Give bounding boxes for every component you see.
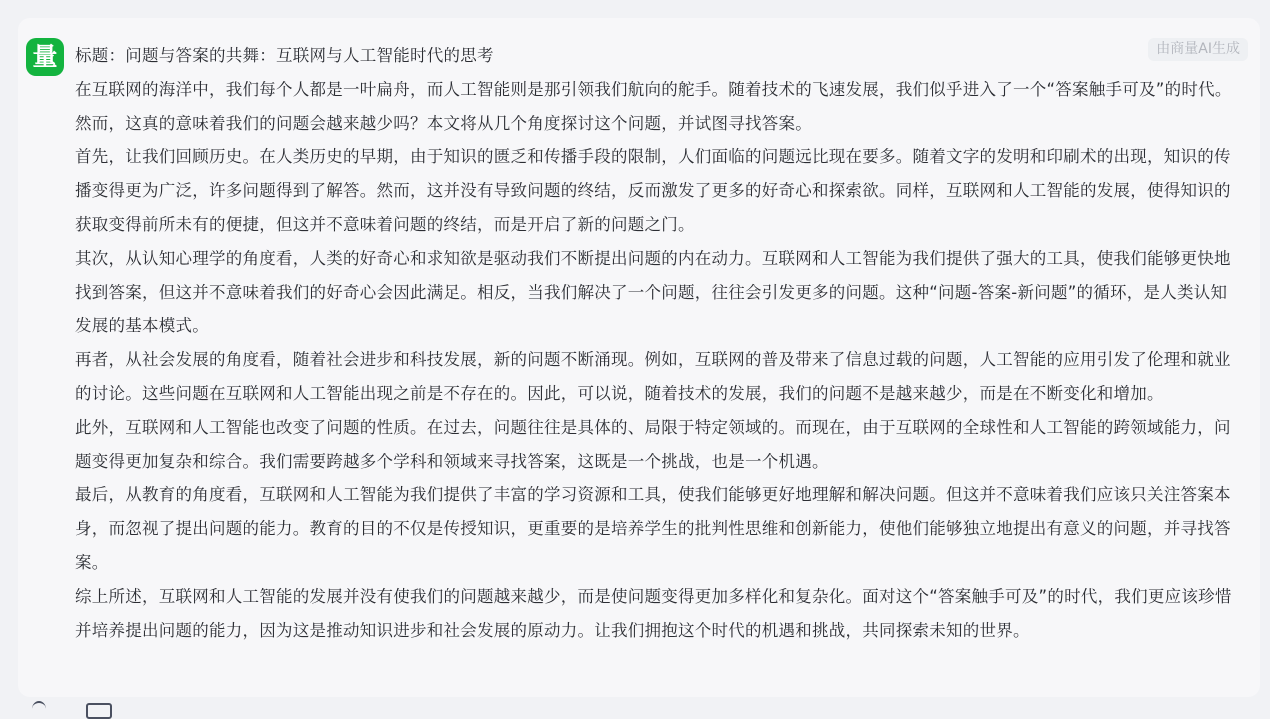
paragraph-6: 最后，从教育的角度看，互联网和人工智能为我们提供了丰富的学习资源和工具，使我们能够更好地理解和解决问题。但这并不意味着我们应该只关注答案本身，而忽视了提出问题的能力。教育的目的不仅是传授知识，更重要的是培养学生的批判性思维和创新能力，使他们能够独立地提出有意义的问题，并寻找答案。: [75, 485, 1231, 572]
paragraph-1: 在互联网的海洋中，我们每个人都是一叶扁舟，而人工智能则是那引领我们航向的舵手。随着技术的飞速发展，我们似乎进入了一个“答案触手可及”的时代。然而，这真的意味着我们的问题会越来越少吗？本文将从几个角度探讨这个问题，并试图寻找答案。: [75, 79, 1232, 133]
paragraph-4: 再者，从社会发展的角度看，随着社会进步和科技发展，新的问题不断涌现。例如，互联网的普及带来了信息过载的问题，人工智能的应用引发了伦理和就业的讨论。这些问题在互联网和人工智能出现之前是不存在的。因此，可以说，随着技术的发展，我们的问题不是越来越少，而是在不断变化和增加。: [75, 350, 1231, 403]
paragraph-5: 此外，互联网和人工智能也改变了问题的性质。在过去，问题往往是具体的、局限于特定领域的。而现在，由于互联网的全球性和人工智能的跨领域能力，问题变得更加复杂和综合。我们需要跨越多个学科和领域来寻找答案，这既是一个挑战，也是一个机遇。: [75, 417, 1231, 471]
footer-toolbar: [30, 698, 150, 707]
paragraph-2: 首先，让我们回顾历史。在人类历史的早期，由于知识的匮乏和传播手段的限制，人们面临的问题远比现在要多。随着文字的发明和印刷术的出现，知识的传播变得更为广泛，许多问题得到了解答。然而，这并没有导致问题的终结，反而激发了更多的好奇心和探索欲。同样，互联网和人工智能的发展，使得知识的获取变得前所未有的便捷，但这并不意味着问题的终结，而是开启了新的问题之门。: [75, 147, 1231, 234]
ai-generated-badge: 由商量AI生成: [1148, 38, 1248, 61]
message-content: [75, 39, 1240, 647]
chat-icon[interactable]: [86, 703, 112, 719]
assistant-avatar: 量: [26, 38, 64, 76]
message-title: 标题：问题与答案的共舞：互联网与人工智能时代的思考: [75, 46, 494, 65]
paragraph-3: 其次，从认知心理学的角度看，人类的好奇心和求知欲是驱动我们不断提出问题的内在动力。互联网和人工智能为我们提供了强大的工具，使我们能够更快地找到答案，但这并不意味着我们的好奇心会因此满足。相反，当我们解决了一个问题，往往会引发更多的问题。这种“问题-答案-新问题”的循环，是人类认知发展的基本模式。: [75, 248, 1231, 336]
person-icon[interactable]: [32, 701, 46, 717]
paragraph-7: 综上所述，互联网和人工智能的发展并没有使我们的问题越来越少，而是使问题变得更加多样化和复杂化。面对这个“答案触手可及”的时代，我们更应该珍惜并培养提出问题的能力，因为这是推动知识进步和社会发展的原动力。让我们拥抱这个时代的机遇和挑战，共同探索未知的世界。: [75, 586, 1232, 640]
